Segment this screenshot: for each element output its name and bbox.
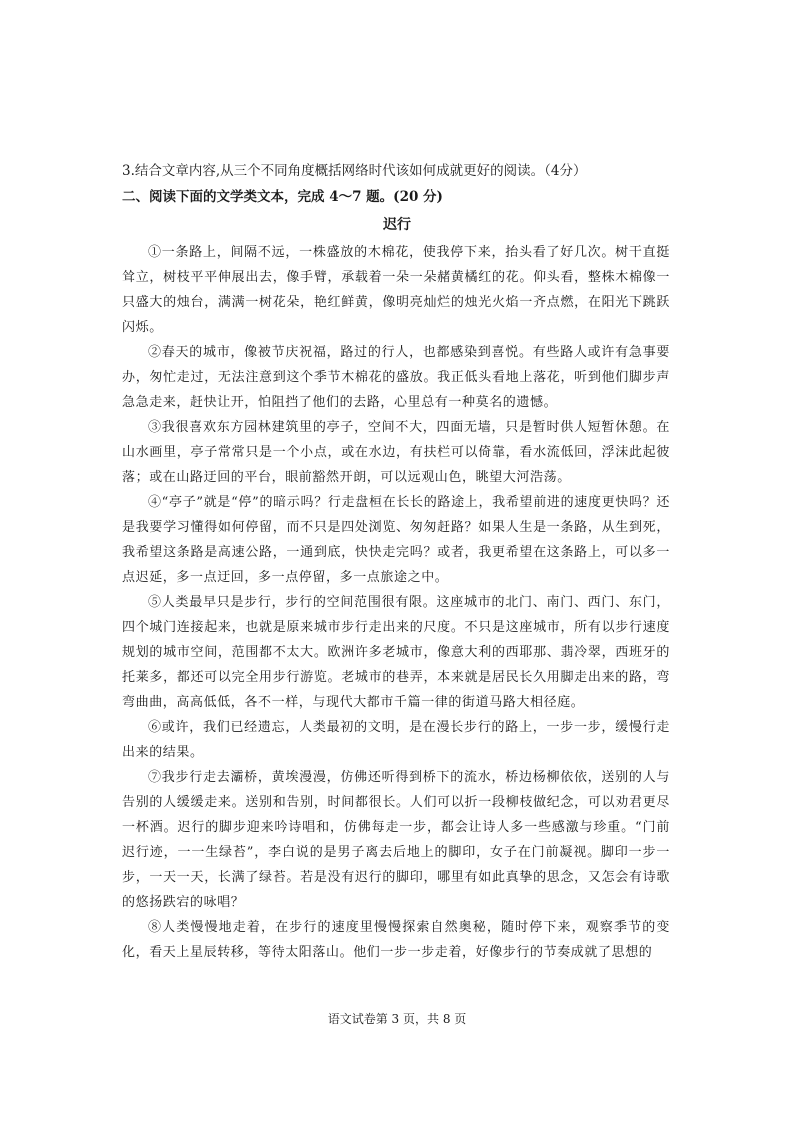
- paragraph-6: ⑥或许，我们已经遗忘，人类最初的文明，是在漫长步行的路上，一步一步，缓慢行走出来的结果。: [122, 720, 670, 760]
- paragraph-5: ⑤人类最早只是步行，步行的空间范围很有限。这座城市的北门、南门、西门、东门，四个城门连接起来，也就是原来城市步行走出来的尺度。不只是这座城市，所有以步行速度规划的城市空间，范围都不太大。欧洲许多老城市，像意大利的西耶那、翡冷翠，西班牙的托莱多，都还可以完全用步行游览。老城市的巷弄，本来就是居民长久用脚走出来的路，弯弯曲曲，高高低低，各不一样，与现代大都市千篇一律的街道马路大相径庭。: [122, 595, 670, 710]
- paragraph-1: ①一条路上，间隔不远，一株盛放的木棉花，使我停下来，抬头看了好几次。树干直挺耸立，树枝平平伸展出去，像手臂，承载着一朵一朵赭黄橘红的花。仰头看，整株木棉像一只盛大的烛台，满满一树花朵，艳红鲜黄，像明亮灿烂的烛光火焰一齐点燃，在阳光下跳跃闪烁。: [122, 245, 670, 335]
- section-2-heading: 二、阅读下面的文学类文本，完成 4～7 题。(20 分): [122, 189, 443, 205]
- paragraph-4: ④“亭子”就是“停”的暗示吗？行走盘桓在长长的路途上，我希望前进的速度更快吗？还是我要学习懂得如何停留，而不只是四处浏览、匆匆赶路？如果人生是一条路，从生到死，我希望这条路是高速公路，一通到底，快快走完吗？或者，我更希望在这条路上，可以多一点迟延，多一点迂回，多一点停留，多一点旅途之中。: [122, 495, 670, 585]
- paragraph-8: ⑧人类慢慢地走着，在步行的速度里慢慢探索自然奥秘，随时停下来，观察季节的变化，看天上星辰转移，等待太阳落山。他们一步一步走着，好像步行的节奏成就了思想的: [122, 920, 670, 960]
- article-title: 迟行: [383, 217, 411, 233]
- paragraph-7: ⑦我步行走去灞桥，黄埃漫漫，仿佛还听得到桥下的流水，桥边杨柳依依，送别的人与告别的人缓缓走来。送别和告别，时间都很长。人们可以折一段柳枝做纪念，可以劝君更尽一杯酒。迟行的脚步迎来吟诗唱和，仿佛每走一步，都会让诗人多一些感激与珍重。“门前迟行迹，一一生绿苔”，李白说的是男子离去后地上的脚印，女子在门前凝视。脚印一步一步，一天一天，长满了绿苔。若是没有迟行的脚印，哪里有如此真挚的思念，又怎会有诗歌的悠扬跌宕的咏唱？: [122, 770, 670, 910]
- article-body: [122, 240, 670, 965]
- page-footer: 语文试卷第 3 页，共 8 页: [327, 1012, 467, 1026]
- question-3: 3.结合文章内容,从三个不同角度概括网络时代该如何成就更好的阅读。（4分）: [122, 163, 587, 179]
- paragraph-3: ③我很喜欢东方园林建筑里的亭子，空间不大，四面无墙，只是暂时供人短暂休憩。在山水画里，亭子常常只是一个小点，或在水边，有扶栏可以倚靠，看水流低回，浮沫此起彼落；或在山路迂回的平台，眼前豁然开朗，可以远观山色，眺望大河浩荡。: [122, 420, 670, 485]
- paragraph-2: ②春天的城市，像被节庆祝福，路过的行人，也都感染到喜悦。有些路人或许有急事要办，匆忙走过，无法注意到这个季节木棉花的盛放。我正低头看地上落花，听到他们脚步声急急走来，赶快让开，怕阻挡了他们的去路，心里总有一种莫名的遗憾。: [122, 345, 670, 410]
